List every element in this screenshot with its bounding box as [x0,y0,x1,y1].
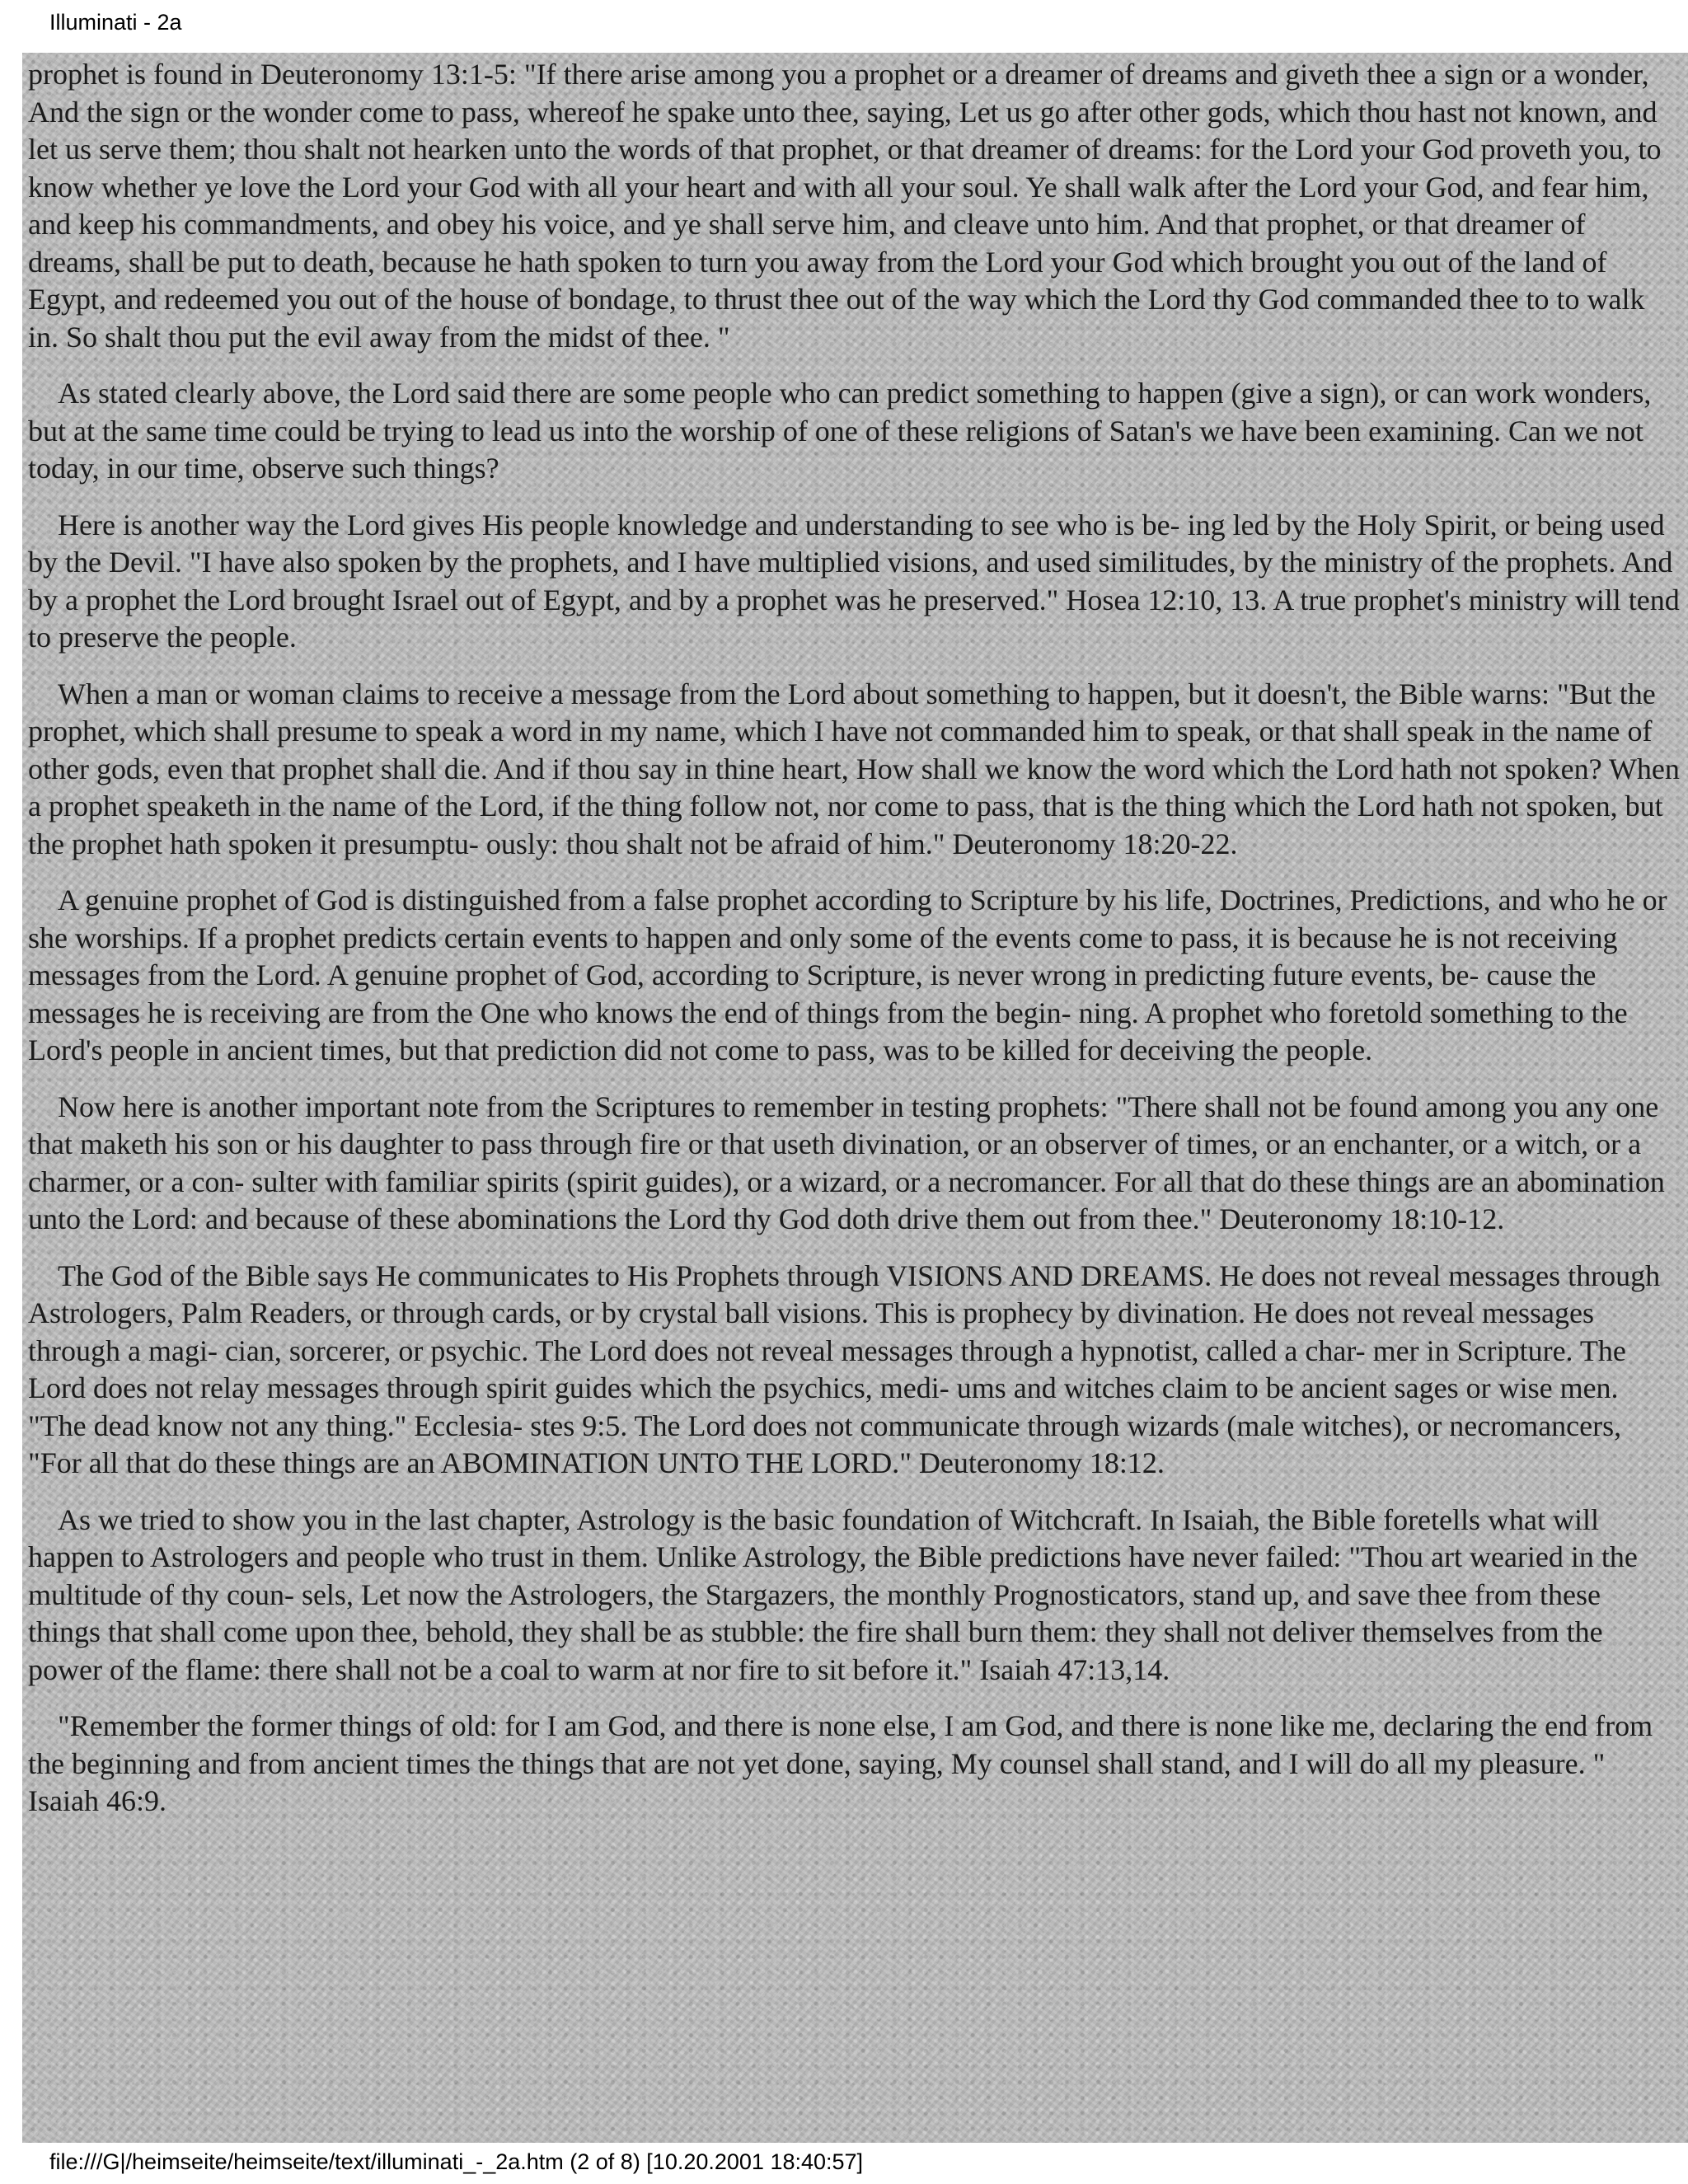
paragraph-hosea-12: Here is another way the Lord gives His people knowledge and understanding to see who is be- ing led by the Holy Spirit, or being used by the Devil. "I have also spoken by the prophets, and I have multiplied visions, and used similitudes, by the ministry of the prophets. And by a prophet the Lord brought Israel out of Egypt, and by a prophet was he preserved." Hosea 12:10, 13. A true prophet's ministry will tend to preserve the people. [28,508,1680,654]
paragraph-deuteronomy-13: prophet is found in Deuteronomy 13:1-5: "If there arise among you a prophet or a dreamer of dreams and giveth thee a sign or a wonder, And the sign or the wonder come to pass, whereof he spake unto thee, saying, Let us go after other gods, which thou hast not known, and let us serve them; thou shalt not hearken unto the words of that prophet, or that dreamer of dreams: for the Lord your God proveth you, to know whether ye love the Lord your God with all your heart and with all your soul. Ye shall walk after the Lord your God, and fear him, and keep his commandments, and obey his voice, and ye shall serve him, and cleave unto him. And that prophet, or that dreamer of dreams, shall be put to death, because he hath spoken to turn you away from the Lord your God which brought you out of the land of Egypt, and redeemed you out of the house of bondage, to thrust thee out of the way which the Lord thy God commanded thee to to walk in. So shalt thou put the evil away from the midst of thee. " [28,58,1662,354]
paragraph-deuteronomy-18-20: When a man or woman claims to receive a message from the Lord about something to happen, but it doesn't, the Bible warns: "But the prophet, which shall presume to speak a word in my name, which I have not commanded him to speak, or that shall speak in the name of other gods, even that prophet shall die. And if thou say in thine heart, How shall we know the word which the Lord hath not spoken? When a prophet speaketh in the name of the Lord, if the thing follow not, nor come to pass, that is the thing which the Lord hath not spoken, but the prophet hath spoken it presumptu- ously: thou shalt not be afraid of him." Deuteronomy 18:20-22. [28,677,1680,860]
document-body [22,53,1688,2143]
paragraph-visions-and-dreams: The God of the Bible says He communicates to His Prophets through VISIONS AND DREAMS. He does not reveal messages through Astrologers, Palm Readers, or through cards, or by crystal ball visions. This is prophecy by divination. He does not reveal messages through a magi- cian, sorcerer, or psychic. The Lord does not reveal messages through a hypnotist, called a char- mer in Scripture. The Lord does not relay messages through spirit guides which the psychics, medi- ums and witches claim to be ancient sages or wise men. "The dead know not any thing." Ecclesia- stes 9:5. The Lord does not communicate through wizards (male witches), or necromancers, "For all that do these things are an ABOMINATION UNTO THE LORD." Deuteronomy 18:12. [28,1258,1661,1479]
paragraph-genuine-prophet: A genuine prophet of God is distinguished from a false prophet according to Scripture by his life, Doctrines, Predictions, and who he or she worships. If a prophet predicts certain events to happen and only some of the events come to pass, it is because he is not receiving messages from the Lord. A genuine prophet of God, according to Scripture, is never wrong in predicting future events, be- cause the messages he is receiving are from the One who knows the end of things from the begin- ning. A prophet who foretold something to the Lord's people in ancient times, but that prediction did not come to pass, was to be killed for deceiving the people. [28,883,1667,1066]
page-footer-path: file:///G|/heimseite/heimseite/text/illuminati_-_2a.htm (2 of 8) [10.20.2001 18:40:57] [49,2149,864,2174]
paragraph-deuteronomy-18-10: Now here is another important note from the Scriptures to remember in testing prophets: "There shall not be found among you any one that maketh his son or his daughter to pass through fire or that useth divination, or an observer of times, or an enchanter, or a witch, or a charmer, or a con- sulter with familiar spirits (spirit guides), or a wizard, or a necromancer. For all that do these things are an abomination unto the Lord: and because of these abominations the Lord thy God doth drive them out from thee." Deuteronomy 18:10-12. [28,1090,1665,1235]
paragraph-isaiah-46: "Remember the former things of old: for I am God, and there is none else, I am God, and there is none like me, declaring the end from the beginning and from ancient times the things that are not yet done, saying, My counsel shall stand, and I will do all my pleasure. " Isaiah 46:9. [28,1709,1653,1817]
page-header-title: Illuminati - 2a [49,10,182,35]
paragraph-isaiah-47: As we tried to show you in the last chapter, Astrology is the basic foundation of Witchcraft. In Isaiah, the Bible foretells what will happen to Astrologers and people who trust in them. Unlike Astrology, the Bible predictions have never failed: "Thou art wearied in the multitude of thy coun- sels, Let now the Astrologers, the Stargazers, the monthly Prognosticators, stand up, and save thee from these things that shall come upon thee, behold, they shall be as stubble: the fire shall burn them: they shall not deliver themselves from the power of the flame: there shall not be a coal to warm at nor fire to sit before it." Isaiah 47:13,14. [28,1502,1638,1686]
paragraph-signs-and-wonders: As stated clearly above, the Lord said there are some people who can predict something to happen (give a sign), or can work wonders, but at the same time could be trying to lead us into the worship of one of these religions of Satan's we have been examining. Can we not today, in our time, observe such things? [28,377,1652,485]
